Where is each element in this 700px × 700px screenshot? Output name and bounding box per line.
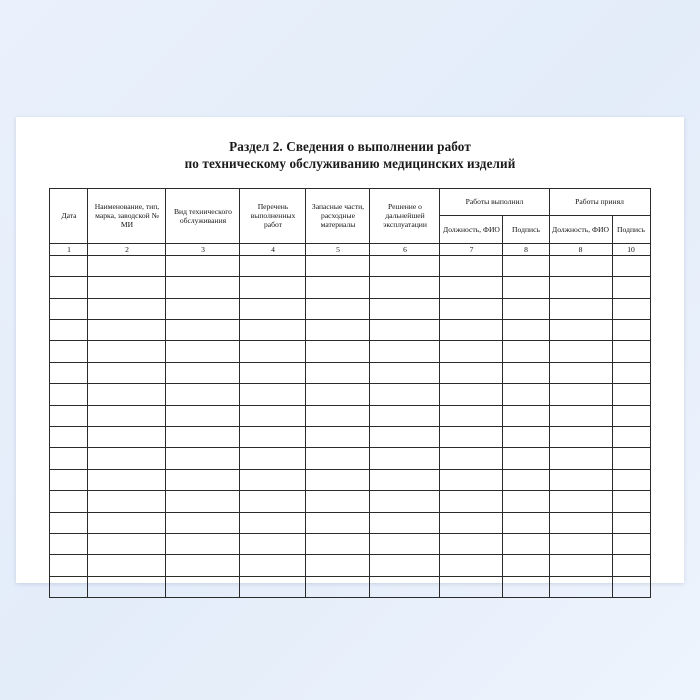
header-name-type: Наименование, тип, марка, заводской № МИ: [88, 188, 166, 243]
table-cell[interactable]: [166, 405, 240, 426]
table-cell[interactable]: [306, 341, 370, 362]
table-cell[interactable]: [503, 255, 549, 276]
table-row[interactable]: [50, 469, 650, 490]
table-cell[interactable]: [440, 255, 503, 276]
table-cell[interactable]: [440, 512, 503, 533]
table-cell[interactable]: [440, 426, 503, 447]
table-cell[interactable]: [240, 426, 306, 447]
table-cell[interactable]: [440, 320, 503, 341]
table-cell[interactable]: [50, 555, 88, 576]
header-position-fio-accepted: Должность, ФИО: [549, 216, 612, 244]
table-cell[interactable]: [440, 277, 503, 298]
table-cell[interactable]: [440, 533, 503, 554]
table-cell[interactable]: [370, 405, 440, 426]
table-row[interactable]: [50, 255, 650, 276]
table-cell[interactable]: [166, 255, 240, 276]
table-row[interactable]: [50, 512, 650, 533]
table-cell[interactable]: [166, 426, 240, 447]
table-row[interactable]: [50, 320, 650, 341]
table-cell[interactable]: [88, 298, 166, 319]
table-cell[interactable]: [50, 255, 88, 276]
table-cell[interactable]: [50, 448, 88, 469]
table-cell[interactable]: [166, 298, 240, 319]
table-cell[interactable]: [612, 362, 650, 383]
table-row[interactable]: [50, 426, 650, 447]
table-row[interactable]: [50, 362, 650, 383]
table-cell[interactable]: [306, 533, 370, 554]
table-cell[interactable]: [88, 469, 166, 490]
table-cell[interactable]: [503, 384, 549, 405]
table-cell[interactable]: [612, 576, 650, 597]
table-cell[interactable]: [50, 320, 88, 341]
table-cell[interactable]: [612, 426, 650, 447]
table-cell[interactable]: [549, 491, 612, 512]
table-cell[interactable]: [503, 426, 549, 447]
table-header: [50, 188, 650, 255]
table-cell[interactable]: [166, 277, 240, 298]
table-cell[interactable]: [306, 405, 370, 426]
table-cell[interactable]: [370, 277, 440, 298]
page-title: [54, 138, 646, 173]
table-cell[interactable]: [306, 426, 370, 447]
table-cell[interactable]: [370, 469, 440, 490]
table-cell[interactable]: [50, 277, 88, 298]
table-cell[interactable]: [50, 512, 88, 533]
table-cell[interactable]: [240, 320, 306, 341]
table-cell[interactable]: [88, 533, 166, 554]
table-cell[interactable]: [306, 277, 370, 298]
header-works-done-group: Работы выполнил: [440, 188, 549, 216]
table-body: [50, 255, 650, 597]
table-cell[interactable]: [440, 448, 503, 469]
table-cell[interactable]: [370, 512, 440, 533]
table-cell[interactable]: [240, 469, 306, 490]
header-works-list: Перечень выполненных работ: [240, 188, 306, 243]
table-cell[interactable]: [306, 320, 370, 341]
column-number: 8: [503, 243, 549, 255]
table-cell[interactable]: [240, 277, 306, 298]
column-number: 5: [306, 243, 370, 255]
table-cell[interactable]: [50, 469, 88, 490]
table-cell[interactable]: [612, 277, 650, 298]
table-cell[interactable]: [612, 320, 650, 341]
table-cell[interactable]: [370, 341, 440, 362]
table-cell[interactable]: [306, 491, 370, 512]
table-cell[interactable]: [370, 384, 440, 405]
table-cell[interactable]: [240, 298, 306, 319]
column-number: 8: [549, 243, 612, 255]
table-cell[interactable]: [612, 384, 650, 405]
table-cell[interactable]: [166, 576, 240, 597]
table-cell[interactable]: [549, 255, 612, 276]
table-cell[interactable]: [503, 533, 549, 554]
header-decision: Решение о дальнейшей эксплуатации: [370, 188, 440, 243]
table-cell[interactable]: [370, 448, 440, 469]
table-cell[interactable]: [306, 555, 370, 576]
header-works-accepted-group: Работы принял: [549, 188, 650, 216]
table-cell[interactable]: [440, 298, 503, 319]
table-cell[interactable]: [612, 533, 650, 554]
table-cell[interactable]: [50, 491, 88, 512]
column-number: 4: [240, 243, 306, 255]
table-cell[interactable]: [503, 469, 549, 490]
table-cell[interactable]: [440, 405, 503, 426]
table-cell[interactable]: [503, 405, 549, 426]
table-cell[interactable]: [549, 405, 612, 426]
table-cell[interactable]: [612, 512, 650, 533]
table-cell[interactable]: [503, 491, 549, 512]
table-cell[interactable]: [240, 448, 306, 469]
table-cell[interactable]: [503, 341, 549, 362]
column-number: 7: [440, 243, 503, 255]
table-cell[interactable]: [440, 555, 503, 576]
table-cell[interactable]: [166, 341, 240, 362]
table-cell[interactable]: [88, 320, 166, 341]
table-cell[interactable]: [88, 512, 166, 533]
table-cell[interactable]: [612, 255, 650, 276]
table-cell[interactable]: [50, 384, 88, 405]
table-cell[interactable]: [549, 277, 612, 298]
table-row[interactable]: [50, 491, 650, 512]
table-cell[interactable]: [370, 298, 440, 319]
table-cell[interactable]: [503, 555, 549, 576]
table-cell[interactable]: [240, 555, 306, 576]
table-cell[interactable]: [50, 426, 88, 447]
table-cell[interactable]: [440, 341, 503, 362]
header-signature-accepted: Подпись: [612, 216, 650, 244]
header-spare-parts: Запасные части, расходные материалы: [306, 188, 370, 243]
table-cell[interactable]: [370, 555, 440, 576]
table-cell[interactable]: [166, 533, 240, 554]
title-line-2: по техническому обслуживанию медицинских изделий: [184, 156, 516, 172]
table-cell[interactable]: [549, 298, 612, 319]
table-cell[interactable]: [549, 362, 612, 383]
header-signature-done: Подпись: [503, 216, 549, 244]
column-number: 1: [50, 243, 88, 255]
column-number: 10: [612, 243, 650, 255]
table-cell[interactable]: [440, 469, 503, 490]
table-cell[interactable]: [549, 576, 612, 597]
table-cell[interactable]: [166, 384, 240, 405]
table-cell[interactable]: [240, 533, 306, 554]
column-number-row: [50, 243, 650, 255]
table-cell[interactable]: [50, 533, 88, 554]
table-cell[interactable]: [50, 362, 88, 383]
table-cell[interactable]: [440, 491, 503, 512]
table-cell[interactable]: [549, 341, 612, 362]
table-cell[interactable]: [306, 298, 370, 319]
table-row[interactable]: [50, 341, 650, 362]
table-cell[interactable]: [50, 405, 88, 426]
table-cell[interactable]: [240, 576, 306, 597]
table-row[interactable]: [50, 533, 650, 554]
header-position-fio-done: Должность, ФИО: [440, 216, 503, 244]
table-row[interactable]: [50, 405, 650, 426]
table-cell[interactable]: [88, 448, 166, 469]
table-cell[interactable]: [240, 384, 306, 405]
table-cell[interactable]: [440, 576, 503, 597]
table-row[interactable]: [50, 384, 650, 405]
table-cell[interactable]: [549, 555, 612, 576]
column-number: 3: [166, 243, 240, 255]
table-row[interactable]: [50, 277, 650, 298]
table-cell[interactable]: [306, 448, 370, 469]
table-row[interactable]: [50, 448, 650, 469]
column-number: 6: [370, 243, 440, 255]
table-row[interactable]: [50, 555, 650, 576]
table-cell[interactable]: [370, 426, 440, 447]
table-cell[interactable]: [166, 448, 240, 469]
table-cell[interactable]: [503, 320, 549, 341]
table-cell[interactable]: [549, 448, 612, 469]
table-cell[interactable]: [612, 405, 650, 426]
table-cell[interactable]: [503, 448, 549, 469]
table-cell[interactable]: [240, 512, 306, 533]
table-cell[interactable]: [88, 576, 166, 597]
table-cell[interactable]: [503, 298, 549, 319]
table-cell[interactable]: [50, 298, 88, 319]
table-cell[interactable]: [370, 533, 440, 554]
table-cell[interactable]: [88, 362, 166, 383]
table-cell[interactable]: [166, 512, 240, 533]
table-cell[interactable]: [88, 384, 166, 405]
table-cell[interactable]: [306, 255, 370, 276]
table-cell[interactable]: [503, 512, 549, 533]
table-cell[interactable]: [166, 320, 240, 341]
table-cell[interactable]: [240, 341, 306, 362]
table-cell[interactable]: [306, 576, 370, 597]
table-cell[interactable]: [370, 320, 440, 341]
maintenance-records-table: [49, 188, 650, 598]
table-header-row-group: [50, 188, 650, 216]
table-cell[interactable]: [612, 469, 650, 490]
table-cell[interactable]: [88, 555, 166, 576]
table-cell[interactable]: [88, 341, 166, 362]
table-cell[interactable]: [503, 362, 549, 383]
table-cell[interactable]: [440, 384, 503, 405]
table-row[interactable]: [50, 298, 650, 319]
table-cell[interactable]: [306, 512, 370, 533]
table-cell[interactable]: [549, 320, 612, 341]
table-cell[interactable]: [503, 576, 549, 597]
table-cell[interactable]: [549, 426, 612, 447]
table-cell[interactable]: [88, 426, 166, 447]
table-cell[interactable]: [240, 405, 306, 426]
table-cell[interactable]: [240, 255, 306, 276]
table-cell[interactable]: [166, 362, 240, 383]
table-cell[interactable]: [370, 362, 440, 383]
document-sheet: [16, 117, 684, 583]
table-cell[interactable]: [612, 491, 650, 512]
table-cell[interactable]: [370, 255, 440, 276]
table-cell[interactable]: [612, 448, 650, 469]
table-cell[interactable]: [50, 576, 88, 597]
table-cell[interactable]: [306, 362, 370, 383]
table-cell[interactable]: [549, 384, 612, 405]
table-cell[interactable]: [240, 362, 306, 383]
table-cell[interactable]: [612, 341, 650, 362]
table-cell[interactable]: [440, 362, 503, 383]
table-cell[interactable]: [88, 277, 166, 298]
table-cell[interactable]: [370, 576, 440, 597]
table-cell[interactable]: [612, 298, 650, 319]
column-number: 2: [88, 243, 166, 255]
table-cell[interactable]: [549, 512, 612, 533]
table-cell[interactable]: [240, 491, 306, 512]
title-line-1: Раздел 2. Сведения о выполнении работ: [229, 139, 471, 154]
table-cell[interactable]: [88, 255, 166, 276]
table-cell[interactable]: [612, 555, 650, 576]
table-cell[interactable]: [50, 341, 88, 362]
table-row[interactable]: [50, 576, 650, 597]
header-service-type: Вид технического обслуживания: [166, 188, 240, 243]
header-date: Дата: [50, 188, 88, 243]
table-cell[interactable]: [306, 469, 370, 490]
table-cell[interactable]: [306, 384, 370, 405]
table-cell[interactable]: [549, 533, 612, 554]
table-cell[interactable]: [166, 491, 240, 512]
table-cell[interactable]: [166, 555, 240, 576]
table-cell[interactable]: [88, 405, 166, 426]
table-cell[interactable]: [549, 469, 612, 490]
table-cell[interactable]: [503, 277, 549, 298]
table-cell[interactable]: [166, 469, 240, 490]
table-cell[interactable]: [88, 491, 166, 512]
table-cell[interactable]: [370, 491, 440, 512]
